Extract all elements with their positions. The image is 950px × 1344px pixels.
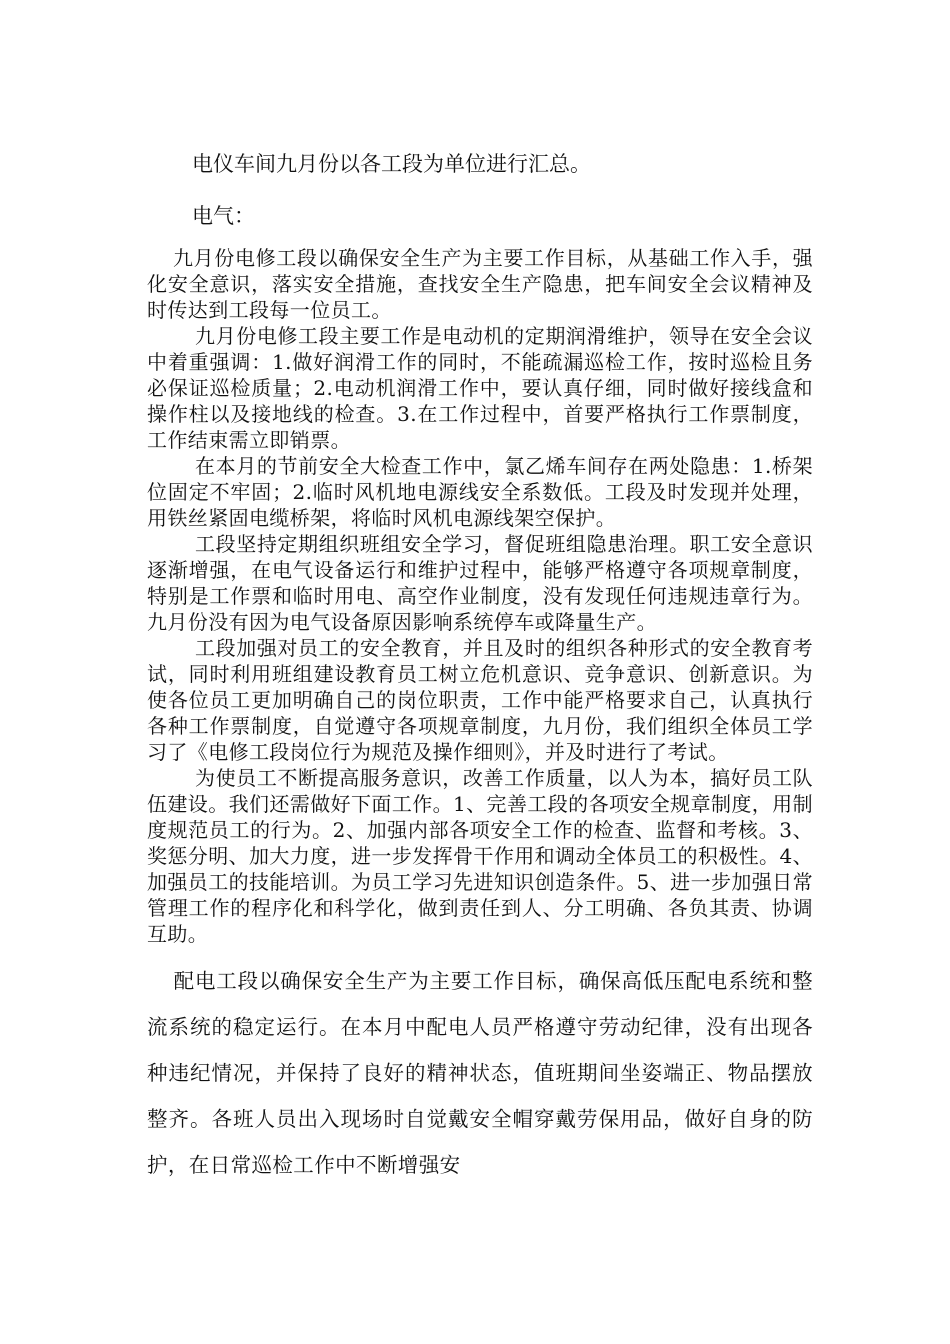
paragraph: 在本月的节前安全大检查工作中，氯乙烯车间存在两处隐患：1.桥架位固定不牢固；2.临时风机地电源线安全系数低。工段及时发现并处理，用铁丝紧固电缆桥架，将临时风机电源线架空保护。 (147, 454, 813, 530)
paragraph: 九月份电修工段以确保安全生产为主要工作目标，从基础工作入手，强化安全意识，落实安全措施，查找安全生产隐患，把车间安全会议精神及时传达到工段每一位员工。 (147, 246, 813, 322)
section-label: 电气： (192, 204, 255, 228)
document-heading: 电仪车间九月份以各工段为单位进行汇总。 (192, 152, 591, 176)
paragraph: 为使员工不断提高服务意识，改善工作质量，以人为本，搞好员工队伍建设。我们还需做好下面工作。1、完善工段的各项安全规章制度，用制度规范员工的行为。2、加强内部各项安全工作的检查、监督和考核。3、奖惩分明、加大力度，进一步发挥骨干作用和调动全体员工的积极性。4、加强员工的技能培训。为员工学习先进知识创造条件。5、进一步加强日常管理工作的程序化和科学化，做到责任到人、分工明确、各负其责、协调互助。 (147, 766, 813, 946)
paragraph: 工段坚持定期组织班组安全学习，督促班组隐患治理。职工安全意识逐渐增强，在电气设备运行和维护过程中，能够严格遵守各项规章制度，特别是工作票和临时用电、高空作业制度，没有发现任何违规违章行为。九月份没有因为电气设备原因影响系统停车或降量生产。 (147, 532, 813, 634)
paragraph: 九月份电修工段主要工作是电动机的定期润滑维护，领导在安全会议中着重强调：1.做好润滑工作的同时，不能疏漏巡检工作，按时巡检且务必保证巡检质量；2.电动机润滑工作中，要认真仔细，同时做好接线盒和操作柱以及接地线的检查。3.在工作过程中，首要严格执行工作票制度，工作结束需立即销票。 (147, 324, 813, 452)
paragraph: 工段加强对员工的安全教育，并且及时的组织各种形式的安全教育考试，同时利用班组建设教育员工树立危机意识、竞争意识、创新意识。为使各位员工更加明确自己的岗位职责，工作中能严格要求自己，认真执行各种工作票制度，自觉遵守各项规章制度，九月份，我们组织全体员工学习了《电修工段岗位行为规范及操作细则》，并及时进行了考试。 (147, 636, 813, 764)
body-text-continued (147, 958, 813, 1188)
body-text (147, 245, 813, 947)
paragraph: 配电工段以确保安全生产为主要工作目标，确保高低压配电系统和整流系统的稳定运行。在本月中配电人员严格遵守劳动纪律，没有出现各种违纪情况，并保持了良好的精神状态，值班期间坐姿端正、物品摆放整齐。各班人员出入现场时自觉戴安全帽穿戴劳保用品，做好自身的防护，在日常巡检工作中不断增强安 (147, 969, 813, 1177)
